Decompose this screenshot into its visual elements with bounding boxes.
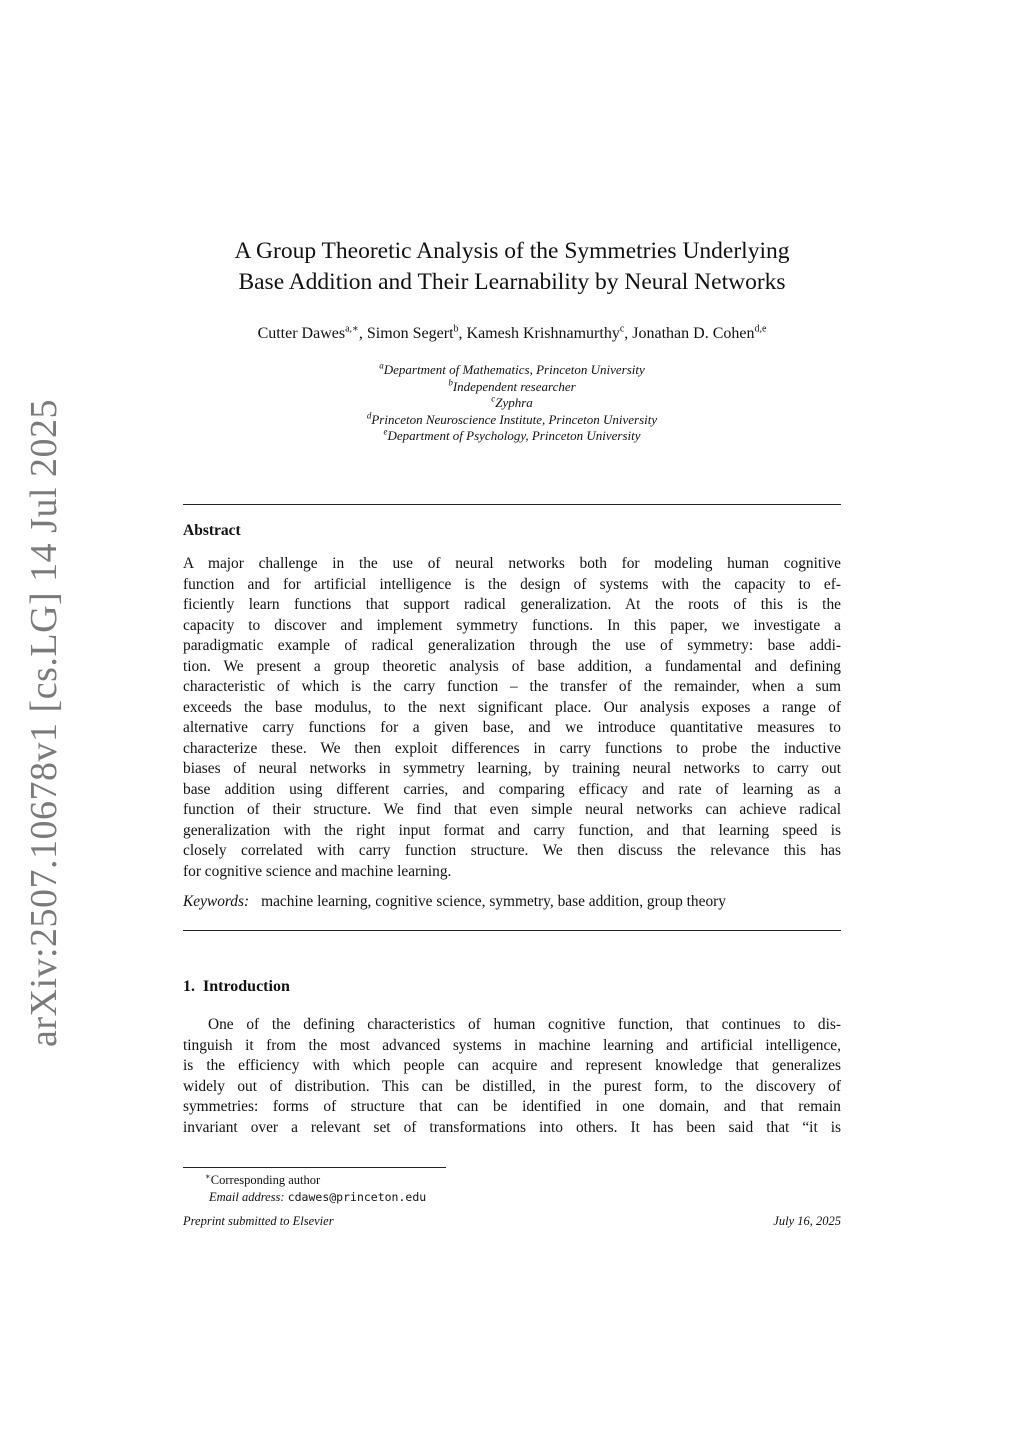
title-line: A Group Theoretic Analysis of the Symmetries Underlying	[234, 238, 790, 264]
email-label: Email address:	[209, 1190, 285, 1204]
affiliation-text: Princeton Neuroscience Institute, Princeton University	[371, 411, 658, 427]
footnote-email	[205, 1189, 426, 1206]
preprint-note: Preprint submitted to Elsevier	[183, 1214, 334, 1228]
author-list	[100, 325, 924, 343]
abstract-line: function and for artificial intelligence is the design of systems with the capacity to ef-	[183, 575, 841, 593]
author-separator: ,	[358, 325, 367, 342]
affiliation-mark: a	[379, 360, 384, 371]
abstract-line: closely correlated with carry function structure. We then discuss the relevance this has	[183, 842, 841, 859]
title-line: Base Addition and Their Learnability by Neural Networks	[238, 269, 786, 295]
affiliation-text: Independent researcher	[452, 378, 576, 394]
author-affiliation-mark: d,e	[754, 323, 767, 335]
affiliation-item	[200, 428, 824, 445]
author-affiliation-mark: a,∗	[345, 323, 359, 335]
section-heading-introduction	[183, 978, 290, 996]
abstract-bottom-rule	[183, 930, 841, 931]
arxiv-identifier-stamp: arXiv:2507.10678v1 [cs.LG] 14 Jul 2025	[23, 398, 65, 1048]
affiliation-mark: e	[383, 426, 388, 437]
keywords-label: Keywords:	[183, 893, 250, 910]
abstract-line: base addition using different carries, and comparing efficacy and rate of learning as a	[183, 780, 841, 798]
author-name: Kamesh Krishnamurthy	[466, 325, 620, 342]
author-name: Simon Segert	[366, 325, 454, 342]
abstract-line: ficiently learn functions that support radical generalization. At the roots of this is the	[183, 596, 841, 613]
section-number: 1.	[183, 978, 195, 995]
abstract-line: generalization with the right input format and carry function, and that learning speed is	[183, 821, 841, 839]
abstract-line: A major challenge in the use of neural networks both for modeling human cognitive	[183, 555, 841, 572]
email-address: cdawes@princeton.edu	[287, 1190, 427, 1204]
affiliation-text: Department of Mathematics, Princeton University	[383, 362, 645, 377]
abstract-line: paradigmatic example of radical generalization through the use of symmetry: base addi-	[183, 637, 841, 654]
introduction-line: widely out of distribution. This can be distilled, in the purest form, to the discovery of	[183, 1077, 841, 1095]
introduction-body	[183, 1015, 841, 1138]
abstract-top-rule	[183, 504, 841, 505]
preprint-date: July 16, 2025	[773, 1214, 841, 1228]
paper-title	[150, 236, 874, 298]
footnote-mark: ∗	[205, 1170, 211, 1181]
affiliation-text: Department of Psychology, Princeton University	[387, 428, 641, 443]
affiliation-item	[200, 412, 824, 429]
abstract-line: exceeds the base modulus, to the next significant place. Our analysis exposes a range of	[183, 698, 841, 716]
affiliation-item	[200, 379, 824, 396]
footnote-corresponding	[205, 1172, 426, 1189]
affiliation-mark: d	[366, 410, 372, 421]
introduction-line: tinguish it from the most advanced systems in machine learning and artificial intelligence,	[183, 1036, 841, 1054]
section-title: Introduction	[203, 978, 290, 995]
footnote-corresponding-text: Corresponding author	[210, 1173, 321, 1187]
affiliation-item	[200, 362, 824, 379]
abstract-line: characterize these. We then exploit differences in carry functions to probe the inductive	[183, 739, 841, 757]
affiliation-text: Zyphra	[495, 395, 533, 410]
author-separator: ,	[624, 325, 633, 342]
affiliation-mark: b	[448, 377, 453, 388]
affiliation-list	[200, 362, 824, 445]
abstract-body	[183, 554, 841, 882]
introduction-line: One of the defining characteristics of human cognitive function, that continues to dis-	[208, 1016, 841, 1033]
introduction-line: is the efficiency with which people can acquire and represent knowledge that generalizes	[183, 1057, 841, 1074]
abstract-heading: Abstract	[183, 522, 241, 539]
abstract-line: biases of neural networks in symmetry learning, by training neural networks to carry out	[183, 760, 841, 777]
affiliation-item	[200, 395, 824, 412]
author-name: Jonathan D. Cohen	[632, 325, 755, 342]
author-separator: ,	[458, 325, 467, 342]
abstract-line: capacity to discover and implement symmetry functions. In this paper, we investigate a	[183, 616, 841, 634]
abstract-line: alternative carry functions for a given base, and we introduce quantitative measures to	[183, 719, 841, 736]
abstract-line: characteristic of which is the carry function – the transfer of the remainder, when a sum	[183, 678, 841, 695]
author-affiliation-mark: c	[619, 323, 625, 335]
footnote	[205, 1172, 426, 1206]
footnote-rule	[183, 1167, 446, 1168]
author-affiliation-mark: b	[453, 323, 459, 335]
affiliation-mark: c	[491, 393, 496, 404]
author-name: Cutter Dawes	[257, 325, 346, 342]
introduction-line: invariant over a relevant set of transformations into others. It has been said that “it is	[183, 1118, 841, 1136]
abstract-line: tion. We present a group theoretic analysis of base addition, a fundamental and defining	[183, 657, 841, 675]
keywords-text: machine learning, cognitive science, symmetry, base addition, group theory	[261, 893, 726, 910]
abstract-line: function of their structure. We find that even simple neural networks can achieve radical	[183, 801, 841, 818]
introduction-line: symmetries: forms of structure that can be identified in one domain, and that remain	[183, 1098, 841, 1115]
abstract-line: for cognitive science and machine learning.	[183, 862, 452, 880]
keywords-line	[183, 893, 841, 911]
